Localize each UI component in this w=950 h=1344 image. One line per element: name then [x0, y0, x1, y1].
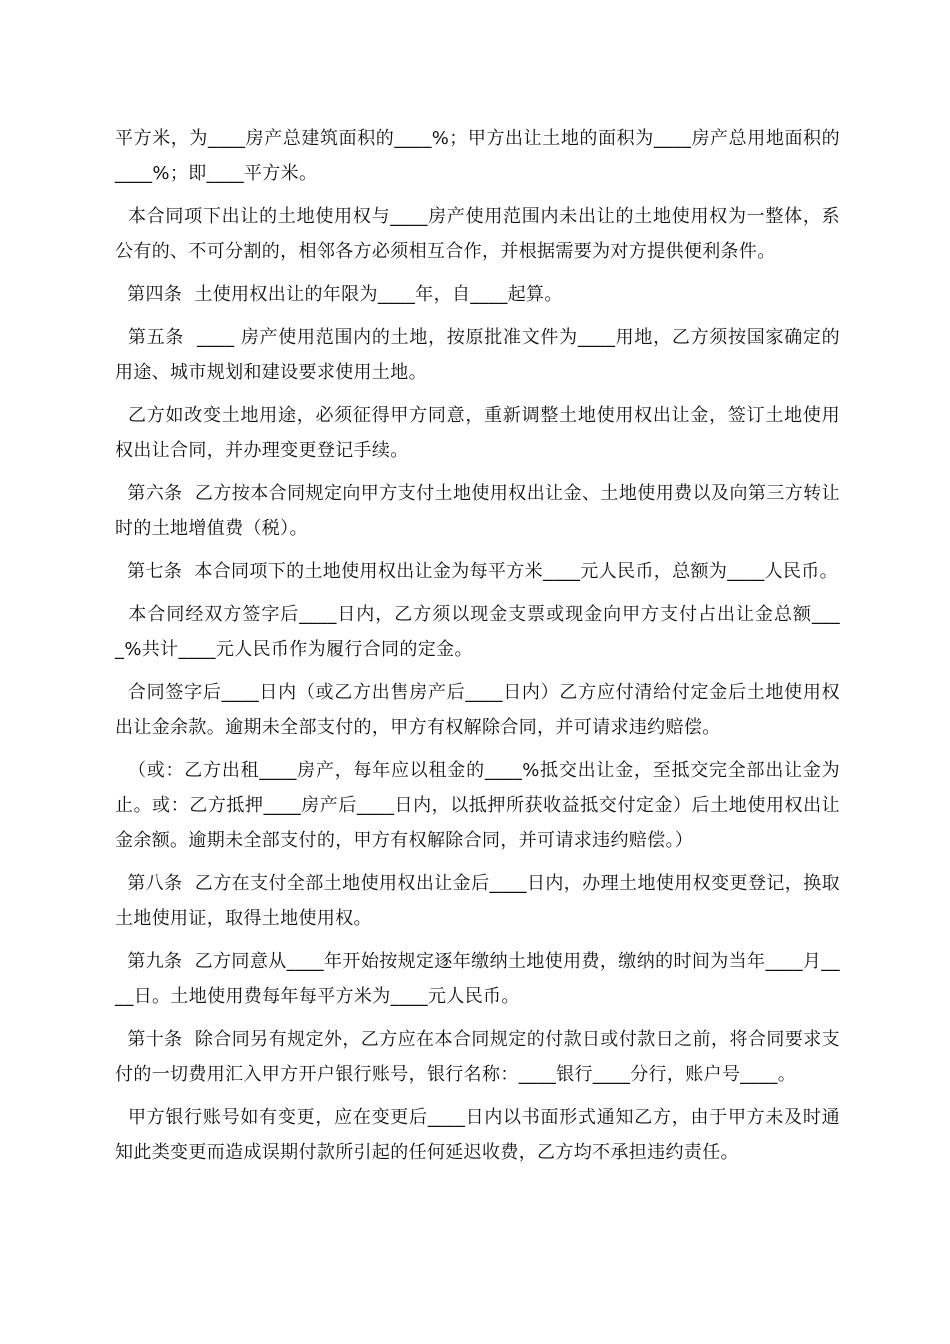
paragraph-article-10: 第十条 除合同另有规定外，乙方应在本合同规定的付款日或付款日之前，将合同要求支付的一切费用汇入甲方开户银行账号，银行名称：____银行____分行，账户号____。: [115, 1029, 840, 1085]
paragraph-land-whole: 本合同项下出让的土地使用权与____房产使用范围内未出让的土地使用权为一整体，系公有的、不可分割的，相邻各方必须相互合作，并根据需要为对方提供便利条件。: [115, 206, 840, 262]
paragraph-rent-mortgage: （或：乙方出租____房产，每年应以租金的____%抵交出让金，至抵交完全部出让金为止。或：乙方抵押____房产后____日内，以抵押所获收益抵交付定金）后土地使用权出让金余额。逾期未全部支付的，甲方有权解除合同，并可请求违约赔偿。）: [115, 760, 840, 851]
paragraph-article-4: 第四条 土使用权出让的年限为____年，自____起算。: [115, 284, 563, 305]
paragraph-deposit: 本合同经双方签字后____日内，乙方须以现金支票或现金向甲方支付占出让金总额____%共计____元人民币作为履行合同的定金。: [115, 604, 840, 660]
paragraph-article-8: 第八条 乙方在支付全部土地使用权出让金后____日内，办理土地使用权变更登记，换取土地使用证，取得土地使用权。: [115, 873, 840, 929]
paragraph-article-5: 第五条 ____ 房产使用范围内的土地，按原批准文件为____用地，乙方须按国家确定的用途、城市规划和建设要求使用土地。: [115, 327, 840, 383]
paragraph-balance-payment: 合同签字后____日内（或乙方出售房产后____日内）乙方应付清给付定金后土地使用权出让金余款。逾期未全部支付的，甲方有权解除合同，并可请求违约赔偿。: [115, 682, 840, 738]
paragraph-change-use: 乙方如改变土地用途，必须征得甲方同意，重新调整土地使用权出让金，签订土地使用权出让合同，并办理变更登记手续。: [115, 405, 840, 461]
paragraph-article-7: 第七条 本合同项下的土地使用权出让金为每平方米____元人民币，总额为____人民币。: [115, 561, 838, 582]
document-body: [115, 121, 840, 1178]
paragraph-article-6: 第六条 乙方按本合同规定向甲方支付土地使用权出让金、土地使用费以及向第三方转让时的土地增值费（税）。: [115, 483, 840, 539]
paragraph-area-ratio: 平方米，为____房产总建筑面积的____%；甲方出让土地的面积为____房产总用地面积的____%；即____平方米。: [115, 128, 840, 184]
paragraph-article-9: 第九条 乙方同意从____年开始按规定逐年缴纳土地使用费，缴纳的时间为当年____月____日。土地使用费每年每平方米为____元人民币。: [115, 951, 840, 1007]
paragraph-bank-change: 甲方银行账号如有变更，应在变更后____日内以书面形式通知乙方，由于甲方未及时通知此类变更而造成误期付款所引起的任何延迟收费，乙方均不承担违约责任。: [115, 1107, 840, 1163]
